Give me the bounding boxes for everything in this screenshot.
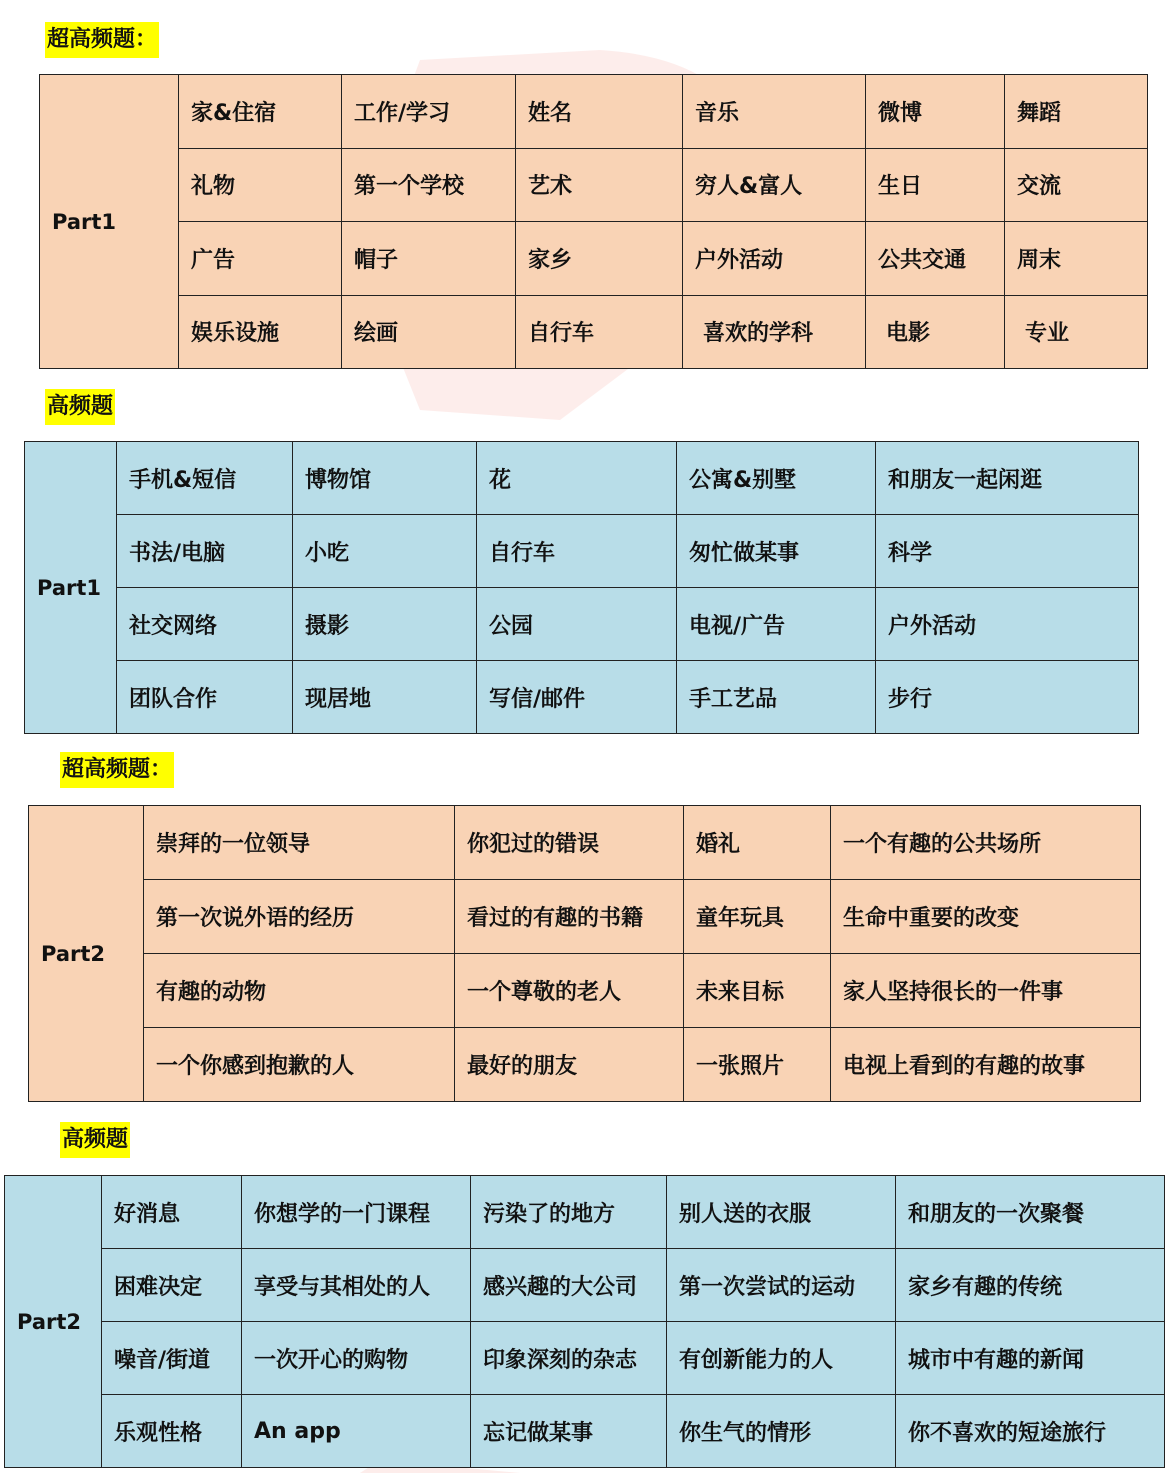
topic-cell: 印象深刻的杂志 — [471, 1322, 667, 1395]
topic-cell: 书法/电脑 — [117, 515, 293, 588]
topic-cell: 自行车 — [516, 295, 683, 369]
topic-cell: 娱乐设施 — [179, 295, 342, 369]
topic-cell: 一张照片 — [684, 1028, 831, 1102]
topic-cell: 专业 — [1005, 295, 1148, 369]
topic-cell: 公共交通 — [866, 222, 1005, 296]
topic-cell: 家乡 — [516, 222, 683, 296]
topic-cell: 你生气的情形 — [667, 1395, 896, 1468]
topic-cell: 崇拜的一位领导 — [144, 806, 455, 880]
topic-cell: 科学 — [876, 515, 1139, 588]
topic-cell: 团队合作 — [117, 661, 293, 734]
topic-cell: 家乡有趣的传统 — [896, 1249, 1165, 1322]
topic-cell: 有趣的动物 — [144, 954, 455, 1028]
topic-cell: 周末 — [1005, 222, 1148, 296]
part-label: Part2 — [5, 1176, 102, 1468]
topic-table — [39, 74, 1148, 369]
topic-cell: 博物馆 — [293, 442, 477, 515]
part-label: Part1 — [25, 442, 117, 734]
topic-cell: 第一个学校 — [342, 148, 516, 222]
topic-cell: An app — [242, 1395, 471, 1468]
topic-cell: 绘画 — [342, 295, 516, 369]
topic-cell: 小吃 — [293, 515, 477, 588]
part-label: Part2 — [29, 806, 144, 1102]
topic-cell: 电视上看到的有趣的故事 — [831, 1028, 1141, 1102]
topic-cell: 微博 — [866, 75, 1005, 149]
topic-cell: 和朋友一起闲逛 — [876, 442, 1139, 515]
topic-cell: 好消息 — [102, 1176, 242, 1249]
topic-cell: 电影 — [866, 295, 1005, 369]
topic-cell: 交流 — [1005, 148, 1148, 222]
topic-cell: 音乐 — [683, 75, 866, 149]
topic-cell: 姓名 — [516, 75, 683, 149]
topic-cell: 家人坚持很长的一件事 — [831, 954, 1141, 1028]
topic-cell: 公园 — [477, 588, 677, 661]
topic-cell: 户外活动 — [683, 222, 866, 296]
topic-cell: 别人送的衣服 — [667, 1176, 896, 1249]
section-label: 高频题 — [45, 389, 115, 425]
topic-cell: 舞蹈 — [1005, 75, 1148, 149]
topic-cell: 噪音/街道 — [102, 1322, 242, 1395]
topic-cell: 乐观性格 — [102, 1395, 242, 1468]
topic-cell: 城市中有趣的新闻 — [896, 1322, 1165, 1395]
topic-table — [24, 441, 1139, 734]
topic-cell: 一个有趣的公共场所 — [831, 806, 1141, 880]
topic-cell: 你想学的一门课程 — [242, 1176, 471, 1249]
topic-cell: 社交网络 — [117, 588, 293, 661]
topic-cell: 艺术 — [516, 148, 683, 222]
topic-cell: 现居地 — [293, 661, 477, 734]
topic-cell: 手工艺品 — [677, 661, 876, 734]
topic-cell: 生命中重要的改变 — [831, 880, 1141, 954]
topic-cell: 困难决定 — [102, 1249, 242, 1322]
section-label: 高频题 — [60, 1122, 130, 1158]
topic-cell: 看过的有趣的书籍 — [455, 880, 684, 954]
topic-cell: 一个你感到抱歉的人 — [144, 1028, 455, 1102]
topic-cell: 帽子 — [342, 222, 516, 296]
topic-cell: 摄影 — [293, 588, 477, 661]
topic-cell: 你犯过的错误 — [455, 806, 684, 880]
topic-table — [4, 1175, 1165, 1468]
topic-cell: 电视/广告 — [677, 588, 876, 661]
part-label: Part1 — [40, 75, 179, 369]
topic-cell: 你不喜欢的短途旅行 — [896, 1395, 1165, 1468]
topic-cell: 感兴趣的大公司 — [471, 1249, 667, 1322]
topic-table — [28, 805, 1141, 1102]
topic-cell: 一个尊敬的老人 — [455, 954, 684, 1028]
topic-cell: 家&住宿 — [179, 75, 342, 149]
topic-cell: 一次开心的购物 — [242, 1322, 471, 1395]
topic-cell: 未来目标 — [684, 954, 831, 1028]
topic-cell: 公寓&别墅 — [677, 442, 876, 515]
topic-cell: 礼物 — [179, 148, 342, 222]
section-label: 超高频题： — [45, 22, 159, 58]
topic-cell: 匆忙做某事 — [677, 515, 876, 588]
topic-cell: 手机&短信 — [117, 442, 293, 515]
topic-cell: 享受与其相处的人 — [242, 1249, 471, 1322]
topic-cell: 最好的朋友 — [455, 1028, 684, 1102]
topic-cell: 有创新能力的人 — [667, 1322, 896, 1395]
topic-cell: 婚礼 — [684, 806, 831, 880]
topic-cell: 生日 — [866, 148, 1005, 222]
topic-cell: 自行车 — [477, 515, 677, 588]
topic-cell: 工作/学习 — [342, 75, 516, 149]
topic-cell: 和朋友的一次聚餐 — [896, 1176, 1165, 1249]
topic-cell: 步行 — [876, 661, 1139, 734]
topic-cell: 广告 — [179, 222, 342, 296]
topic-cell: 污染了的地方 — [471, 1176, 667, 1249]
topic-cell: 童年玩具 — [684, 880, 831, 954]
topic-cell: 忘记做某事 — [471, 1395, 667, 1468]
topic-cell: 户外活动 — [876, 588, 1139, 661]
topic-cell: 写信/邮件 — [477, 661, 677, 734]
topic-cell: 穷人&富人 — [683, 148, 866, 222]
topic-cell: 第一次尝试的运动 — [667, 1249, 896, 1322]
topic-cell: 花 — [477, 442, 677, 515]
topic-cell: 第一次说外语的经历 — [144, 880, 455, 954]
section-label: 超高频题： — [60, 752, 174, 788]
topic-cell: 喜欢的学科 — [683, 295, 866, 369]
